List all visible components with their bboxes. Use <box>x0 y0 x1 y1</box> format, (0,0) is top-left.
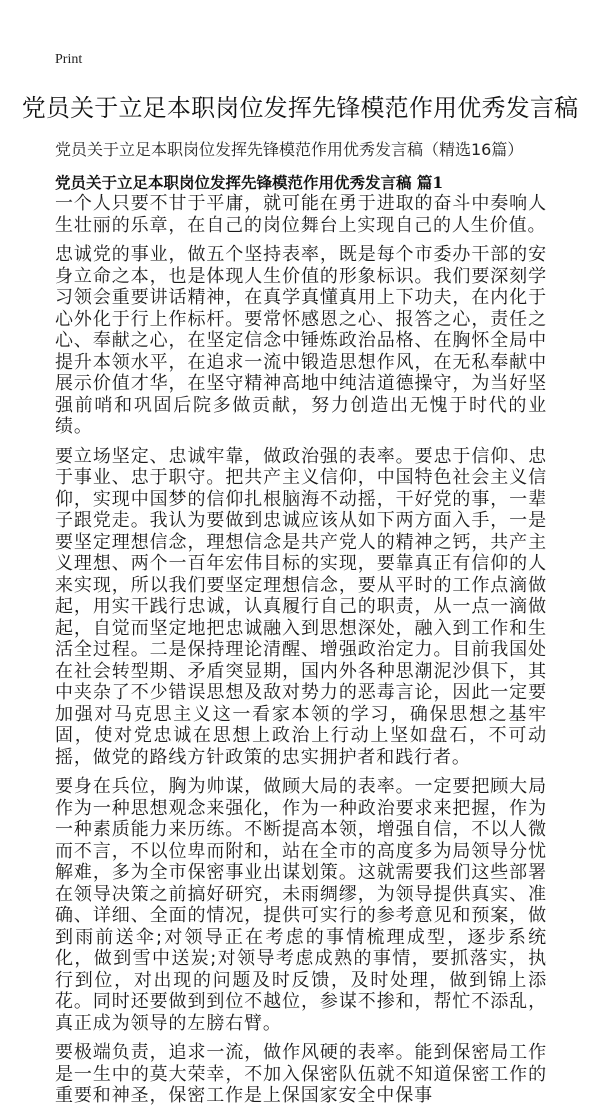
section-heading: 党员关于立足本职岗位发挥先锋模范作用优秀发言稿 篇1 <box>55 173 444 192</box>
document-title: 党员关于立足本职岗位发挥先锋模范作用优秀发言稿 <box>21 94 579 122</box>
paragraph: 要身在兵位，胸为帅谋，做顾大局的表率。一定要把顾大局作为一种思想观念来强化，作为一种政治要求来把握，作为一种素质能力来历练。不断提高本领，增强自信，不以人微而不言，不以位卑而附和，站在全市的高度多为局领导分忧解难，多为全市保密事业出谋划策。这就需要我们这些部署在领导决策之前搞好研究，未雨绸缪，为领导提供真实、准确、详细、全面的情况，提供可实行的参考意见和预案，做到雨前送伞;对领导正在考虑的事情梳理成型，逐步系统化，做到雪中送炭;对领导考虑成熟的事情，要抓落实，执行到位，对出现的问题及时反馈，及时处理，做到锦上添花。同时还要做到到位不越位，参谋不掺和，帮忙不添乱，真正成为领导的左膀右臂。 <box>55 776 547 1034</box>
paragraph: 要立场坚定、忠诚牢靠，做政治强的表率。要忠于信仰、忠于事业、忠于职守。把共产主义信仰，中国特色社会主义信仰，实现中国梦的信仰扎根脑海不动摇，干好党的事，一辈子跟党走。我认为要做到忠诚应该从如下两方面入手，一是要坚定理想信念，理想信念是共产党人的精神之钙，共产主义理想、两个一百年宏伟目标的实现，要靠真正有信仰的人来实现，所以我们要坚定理想信念，要从平时的工作点滴做起，用实干践行忠诚，认真履行自己的职责，从一点一滴做起，自觉而坚定地把忠诚融入到思想深处，融入到工作和生活全过程。二是保持理论清醒、增强政治定力。目前我国处在社会转型期、矛盾突显期，国内外各种思潮泥沙俱下，其中夹杂了不少错误思想及敌对势力的恶毒言论，因此一定要加强对马克思主义这一看家本领的学习，确保思想之基牢固，使对党忠诚在思想上政治上行动上坚如盘石，不可动摇，做党的路线方针政策的忠实拥护者和践行者。 <box>55 445 547 768</box>
print-label: Print <box>55 52 83 67</box>
paragraph: 要极端负责，追求一流，做作风硬的表率。能到保密局工作是一生中的莫大荣幸，不加入保密队伍就不知道保密工作的重要和神圣，保密工作是上保国家安全中保事 <box>55 1042 547 1106</box>
document-subtitle: 党员关于立足本职岗位发挥先锋模范作用优秀发言稿（精选16篇） <box>55 140 524 159</box>
paragraph: 忠诚党的事业，做五个坚持表率，既是每个市委办干部的安身立命之本，也是体现人生价值的形象标识。我们要深刻学习领会重要讲话精神，在真学真懂真用上下功夫，在内化于心外化于行上作标杆。要常怀感恩之心、报答之心，责任之心、奉献之心，在坚定信念中锤炼政治品格、在胸怀全局中提升本领水平，在追求一流中锻造思想作风，在无私奉献中展示价值才华，在坚守精神高地中纯洁道德操守，为当好坚强前哨和巩固后院多做贡献，努力创造出无愧于时代的业绩。 <box>55 244 547 437</box>
document-body <box>55 193 547 1115</box>
paragraph: 一个人只要不甘于平庸，就可能在勇于进取的奋斗中奏响人生壮丽的乐章，在自己的岗位舞台上实现自己的人生价值。 <box>55 193 547 236</box>
